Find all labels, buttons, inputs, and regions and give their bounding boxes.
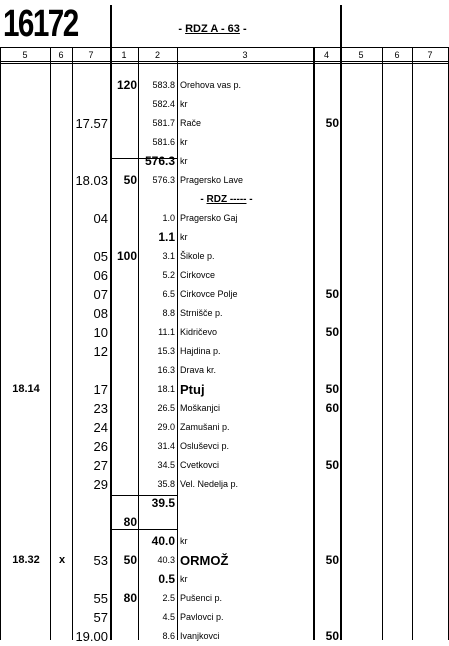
time-col5: 18.14: [12, 383, 40, 395]
route-title-code: RDZ A - 63: [185, 23, 240, 35]
route-title-prefix: -: [178, 23, 186, 35]
km-col2: 29.0: [157, 422, 175, 432]
table-row: [0, 399, 449, 418]
km-col2: 582.4: [152, 99, 175, 109]
speed-col4: 60: [325, 401, 339, 415]
station-name: kr: [180, 574, 188, 584]
table-row: [0, 532, 449, 551]
col-number-5: 5: [22, 50, 28, 60]
station-name: Kidričevo: [180, 327, 218, 337]
col-number-5-right: 5: [358, 50, 364, 60]
time-col5: 18.32: [12, 554, 40, 566]
time-col7: 29: [93, 477, 108, 492]
time-col7: 04: [93, 211, 108, 226]
speed-col4: 50: [325, 287, 339, 301]
station-name: kr: [180, 156, 188, 166]
time-col7: 24: [93, 420, 108, 435]
km-col2: 39.5: [151, 496, 175, 510]
speed-col4: 50: [325, 382, 339, 396]
table-row: [0, 475, 449, 494]
col-number-7-right: 7: [427, 50, 433, 60]
time-col7: 53: [93, 553, 108, 568]
table-row: [0, 627, 449, 646]
section-suffix: -: [246, 194, 253, 205]
station-name: kr: [180, 137, 188, 147]
table-row: [0, 437, 449, 456]
speed-col4: 50: [325, 116, 339, 130]
header-rule: [0, 47, 449, 48]
station-name: Pavlovci p.: [180, 612, 224, 622]
table-row: [0, 342, 449, 361]
station-name: Strnišče p.: [180, 308, 223, 318]
table-row: [0, 266, 449, 285]
speed-col1: 80: [123, 591, 137, 605]
station-name: Šikole p.: [180, 251, 215, 261]
table-row: [0, 304, 449, 323]
col-number-4: 4: [323, 50, 329, 60]
time-col7: 23: [93, 401, 108, 416]
time-col7: 18.03: [75, 173, 108, 188]
table-row: [0, 589, 449, 608]
table-row: [0, 152, 449, 171]
speed-col1: 120: [116, 78, 137, 92]
station-name: Pragersko Gaj: [180, 213, 238, 223]
time-col7: 26: [93, 439, 108, 454]
table-row: [0, 513, 449, 532]
section-heading: [141, 190, 312, 209]
table-row: [0, 114, 449, 133]
km-col2: 40.3: [157, 555, 175, 565]
station-name: Osluševci p.: [180, 441, 230, 451]
km-col2: 16.3: [157, 365, 175, 375]
speed-col1: 80: [123, 515, 137, 529]
km-col2: 8.6: [162, 631, 175, 641]
km-col2: 6.5: [162, 289, 175, 299]
km-col2: 5.2: [162, 270, 175, 280]
table-row: [0, 418, 449, 437]
station-name: Ivanjkovci: [180, 631, 220, 641]
station-name: Zamušani p.: [180, 422, 230, 432]
table-row: [0, 361, 449, 380]
table-row: [0, 133, 449, 152]
station-name: Cirkovce: [180, 270, 216, 280]
mark-col6: x: [58, 554, 66, 566]
time-col7: 08: [93, 306, 108, 321]
route-title-suffix: -: [239, 23, 247, 35]
station-name: Ptuj: [180, 382, 205, 397]
time-col7: 06: [93, 268, 108, 283]
speed-col1: 100: [116, 249, 137, 263]
table-row: [0, 551, 449, 570]
table-row: [0, 76, 449, 95]
km-col2: 0.5: [158, 572, 175, 586]
section-code: RDZ -----: [206, 194, 247, 205]
col-number-1: 1: [121, 50, 127, 60]
km-col2: 40.0: [151, 534, 175, 548]
speed-col1: 50: [123, 553, 137, 567]
table-row: [0, 608, 449, 627]
km-col2: 576.3: [144, 154, 175, 168]
time-col7: 17: [93, 382, 108, 397]
km-col2: 31.4: [157, 441, 175, 451]
table-row: [0, 494, 449, 513]
station-name: Cirkovce Polje: [180, 289, 238, 299]
km-col2: 15.3: [157, 346, 175, 356]
station-name: Orehova vas p.: [180, 80, 242, 90]
speed-col4: 50: [325, 458, 339, 472]
station-name: Cvetkovci: [180, 460, 220, 470]
time-col7: 12: [93, 344, 108, 359]
col-number-2: 2: [154, 50, 160, 60]
section-prefix: -: [200, 194, 207, 205]
time-col7: 10: [93, 325, 108, 340]
col-number-7: 7: [88, 50, 94, 60]
table-row: [0, 95, 449, 114]
station-name: Moškanjci: [180, 403, 221, 413]
km-col2: 11.1: [158, 327, 175, 337]
km-col2: 26.5: [157, 403, 175, 413]
speed-col4: 50: [325, 325, 339, 339]
km-col2: 3.1: [162, 251, 175, 261]
time-col7: 17.57: [75, 116, 108, 131]
time-col7: 05: [93, 249, 108, 264]
table-row: [0, 209, 449, 228]
speed-col4: 50: [325, 629, 339, 643]
time-col7: 19.00: [75, 629, 108, 644]
route-title: [112, 22, 313, 36]
km-col2: 2.5: [162, 593, 175, 603]
km-col2: 576.3: [152, 175, 175, 185]
time-col7: 57: [93, 610, 108, 625]
table-row: [0, 228, 449, 247]
km-col2: 583.8: [152, 80, 175, 90]
table-row: [0, 456, 449, 475]
station-name: kr: [180, 536, 188, 546]
station-name: ORMOŽ: [180, 553, 229, 568]
train-number: 16172: [3, 3, 78, 45]
km-col2: 581.6: [152, 137, 175, 147]
header-rule: [0, 61, 449, 62]
time-col7: 55: [93, 591, 108, 606]
km-col2: 4.5: [162, 612, 175, 622]
speed-col4: 50: [325, 553, 339, 567]
station-name: kr: [180, 232, 188, 242]
km-col2: 35.8: [157, 479, 175, 489]
table-row: [0, 247, 449, 266]
km-col2: 581.7: [152, 118, 175, 128]
col-number-6: 6: [58, 50, 64, 60]
station-name: Pragersko Lave: [180, 175, 244, 185]
km-col2: 8.8: [162, 308, 175, 318]
station-name: kr: [180, 99, 188, 109]
col-number-3: 3: [242, 50, 248, 60]
station-name: Drava kr.: [180, 365, 217, 375]
header-rule: [0, 63, 449, 64]
speed-col1: 50: [123, 173, 137, 187]
table-row: [0, 285, 449, 304]
km-col2: 18.1: [157, 384, 175, 394]
km-col2: 1.0: [162, 213, 175, 223]
time-col7: 07: [93, 287, 108, 302]
time-col7: 27: [93, 458, 108, 473]
station-name: Rače: [180, 118, 202, 128]
km-col2: 34.5: [157, 460, 175, 470]
table-row: [0, 190, 449, 209]
km-col2: 1.1: [158, 230, 175, 244]
station-name: Vel. Nedelja p.: [180, 479, 239, 489]
table-row: [0, 570, 449, 589]
table-row: [0, 323, 449, 342]
table-row: [0, 380, 449, 399]
station-name: Pušenci p.: [180, 593, 223, 603]
table-row: [0, 171, 449, 190]
col-number-6-right: 6: [394, 50, 400, 60]
station-name: Hajdina p.: [180, 346, 221, 356]
